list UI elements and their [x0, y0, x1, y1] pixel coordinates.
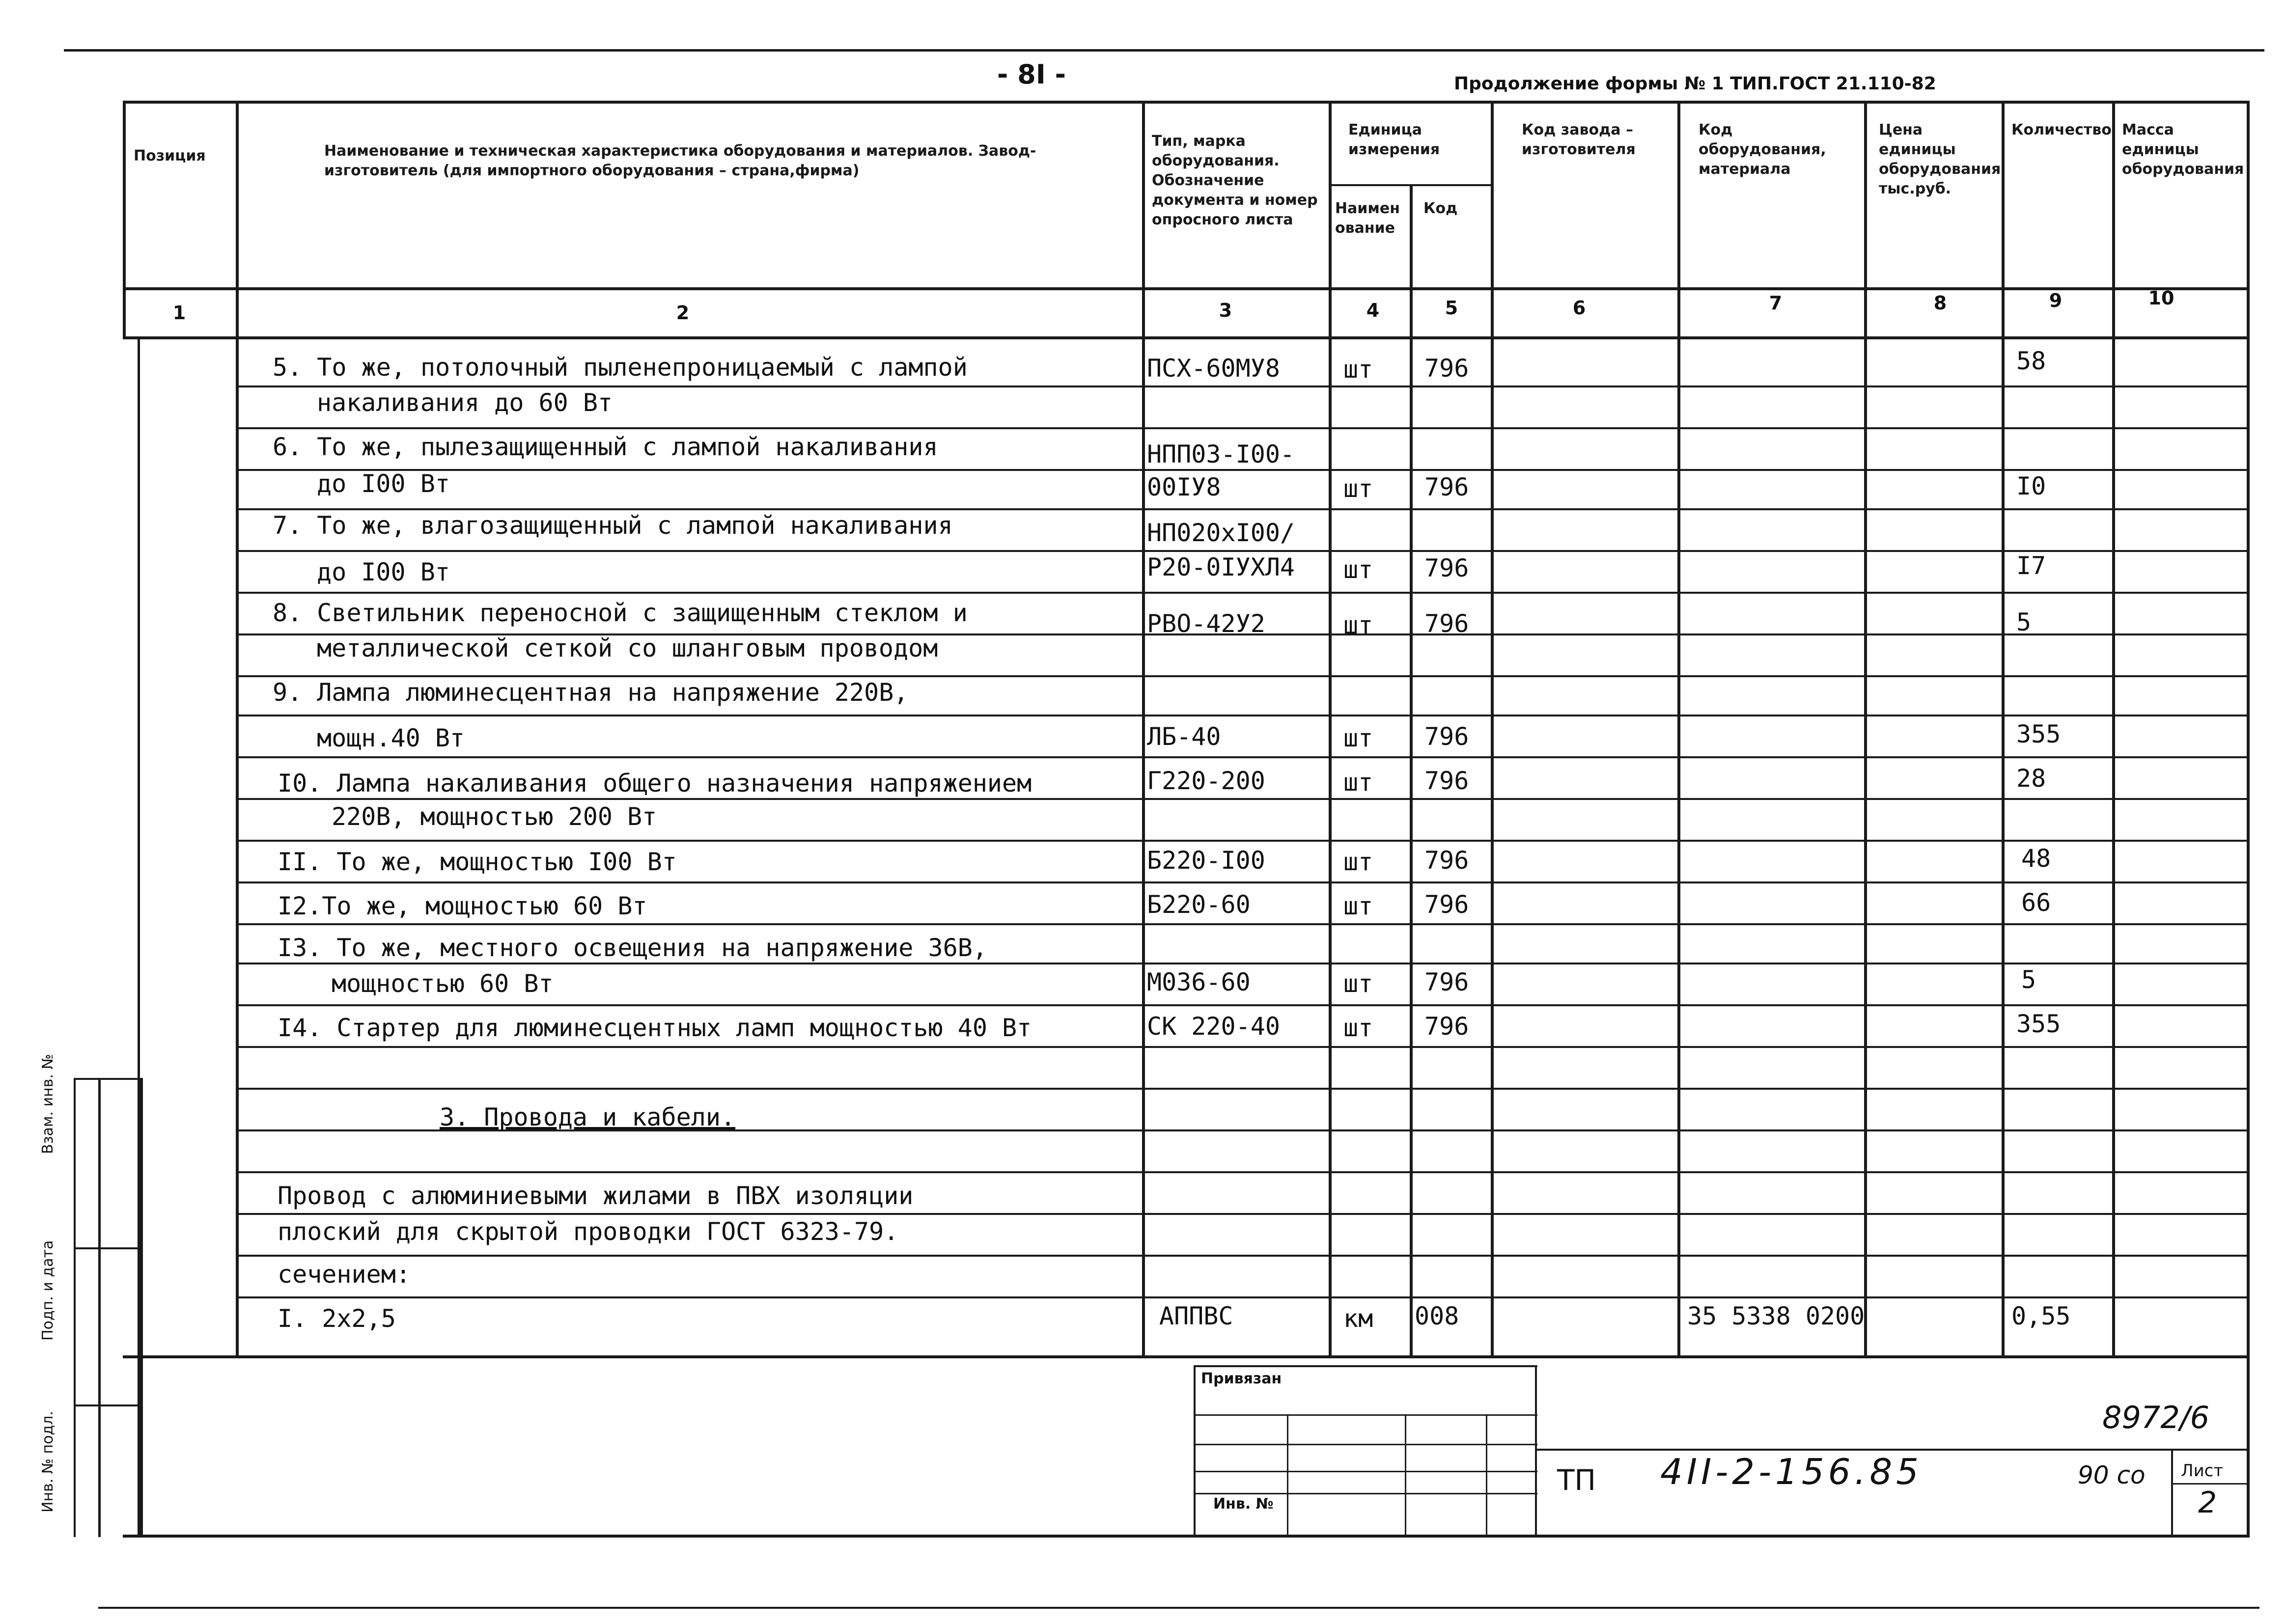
row-name: II. То же, мощностью I00 Вт	[278, 848, 677, 876]
row-qty: 355	[2016, 1010, 2061, 1038]
row-qty: 355	[2016, 720, 2061, 748]
row-code: 796	[1424, 473, 1469, 501]
row-unit: шт	[1343, 1014, 1373, 1042]
row-qty: I0	[2016, 472, 2046, 500]
wire-row-name: сечением:	[278, 1260, 411, 1289]
row-type: ПСХ-60МУ8	[1147, 354, 1280, 383]
row-qty: 48	[2021, 844, 2051, 873]
col-type-header: Тип, марка оборудования. Обозначение документа и номер опросного листа	[1152, 133, 1318, 228]
row-qty: 58	[2016, 347, 2046, 375]
col-position-header: Позиция	[134, 147, 206, 165]
row-name: до I00 Вт	[317, 558, 450, 586]
col-mass-header: Масса единицы оборудования	[2122, 121, 2244, 178]
row-unit: шт	[1343, 892, 1373, 920]
row-name: 7. То же, влагозащищенный с лампой накаливания	[273, 511, 953, 540]
row-code: 796	[1424, 609, 1469, 638]
row-name: I0. Лампа накаливания общего назначения напряжением	[278, 769, 1032, 798]
row-type: СК 220-40	[1147, 1012, 1280, 1041]
wire-row-name: плоский для скрытой проводки ГОСТ 6323-79.	[278, 1217, 899, 1246]
row-name: мощностью 60 Вт	[332, 969, 554, 998]
row-qty: 5	[2021, 965, 2036, 994]
row-code: 796	[1424, 1012, 1469, 1041]
row-unit: шт	[1343, 724, 1373, 752]
row-unit: шт	[1343, 969, 1373, 998]
wire-row-name: I. 2х2,5	[278, 1304, 396, 1333]
stamp-album: 8972/6	[2102, 1400, 2210, 1435]
row-name: до I00 Вт	[317, 469, 450, 498]
row-code: 796	[1424, 722, 1469, 751]
row-code: 796	[1424, 767, 1469, 795]
row-name: накаливания до 60 Вт	[317, 388, 613, 417]
wire-row-unit: км	[1343, 1304, 1373, 1333]
row-code: 796	[1424, 554, 1469, 582]
bottom-rule	[98, 1607, 2259, 1609]
row-unit: шт	[1343, 848, 1373, 876]
row-type: Б220-60	[1147, 890, 1251, 919]
side-inv-orig-label: Инв. № подл.	[39, 1411, 56, 1513]
row-qty: 28	[2016, 764, 2046, 793]
stamp-doc-code: ТП	[1557, 1463, 1596, 1497]
col-unit-header: Единица измерения	[1348, 121, 1440, 158]
page-number: - 8I -	[997, 59, 1066, 90]
row-type: Б220-I00	[1147, 846, 1265, 875]
row-unit: шт	[1343, 768, 1373, 797]
row-name: 5. То же, потолочный пыленепроницаемый с лампой	[273, 353, 968, 382]
col-unit-code-header: Код	[1423, 200, 1458, 217]
side-signature-date-label: Подп. и дата	[39, 1240, 56, 1341]
col-plant-code-header: Код завода – изготовителя	[1522, 121, 1636, 158]
row-name: металлической сеткой со шланговым проводом	[317, 634, 938, 662]
form-continuation: Продолжение формы № 1 ТИП.ГОСТ 21.110-82	[1454, 74, 1936, 94]
col-material-code-header: Код оборудования, материала	[1699, 121, 1826, 178]
wire-row-type: АППВС	[1159, 1302, 1233, 1330]
wire-row-name: Провод с алюминиевыми жилами в ПВХ изоляции	[278, 1182, 914, 1210]
row-qty: 66	[2021, 888, 2051, 917]
row-unit: шт	[1343, 474, 1373, 503]
col-qty-header: Количество	[2011, 121, 2112, 138]
stamp-extra: 90 со	[2078, 1461, 2146, 1489]
stamp-bound-label: Привязан	[1201, 1370, 1282, 1387]
stamp-inv-label: Инв. №	[1213, 1495, 1274, 1513]
row-unit: шт	[1343, 555, 1373, 584]
section-title: 3. Провода и кабели.	[440, 1103, 736, 1131]
stamp-doc-number: 4II-2-156.85	[1660, 1451, 1923, 1492]
wire-row-code: 008	[1415, 1302, 1459, 1330]
row-unit: шт	[1343, 355, 1373, 384]
row-type: 00IУ8	[1147, 473, 1221, 501]
stamp-sheet-label: Лист	[2181, 1461, 2224, 1481]
row-name: 6. То же, пылезащищенный с лампой накаливания	[273, 433, 938, 461]
col-name-header: Наименование и техническая характеристика оборудования и материалов. Завод-изготовитель (для импортного оборудования – страна,фирма)	[324, 142, 1036, 179]
row-type: ЛБ-40	[1147, 722, 1221, 751]
row-code: 796	[1424, 968, 1469, 996]
row-name: I3. То же, местного освещения на напряжение 36В,	[278, 934, 987, 962]
row-name: I4. Стартер для люминесцентных ламп мощностью 40 Вт	[278, 1014, 1032, 1042]
row-type: Р20-0IУХЛ4	[1147, 553, 1295, 581]
row-type: РВО-42У2	[1147, 609, 1265, 638]
row-qty: 5	[2016, 608, 2032, 636]
row-type: НП020хI00/	[1147, 519, 1295, 547]
row-code: 796	[1424, 890, 1469, 919]
row-type: НПП03-I00-	[1147, 440, 1295, 468]
row-name: 8. Светильник переносной с защищенным стеклом и	[273, 599, 968, 627]
row-code: 796	[1424, 354, 1469, 383]
row-code: 796	[1424, 846, 1469, 875]
row-name: 9. Лампа люминесцентная на напряжение 220В,	[273, 678, 909, 707]
side-inv-dup-label: Взам. инв. №	[39, 1054, 56, 1154]
top-rule	[64, 49, 2264, 52]
wire-row-material-code: 35 5338 0200	[1687, 1302, 1865, 1330]
wire-row-qty: 0,55	[2011, 1302, 2071, 1330]
row-qty: I7	[2016, 551, 2046, 580]
row-type: Г220-200	[1147, 767, 1265, 795]
col-unit-name-header: Наименование	[1335, 200, 1400, 237]
row-name: мощн.40 Вт	[317, 724, 465, 752]
row-unit: шт	[1343, 611, 1373, 639]
row-name: 220В, мощностью 200 Вт	[332, 802, 657, 831]
stamp-sheet-number: 2	[2198, 1486, 2217, 1520]
row-name: I2.То же, мощностью 60 Вт	[278, 892, 647, 920]
row-type: М036-60	[1147, 968, 1251, 996]
col-price-header: Цена единицы оборудования тыс.руб.	[1879, 121, 2001, 197]
